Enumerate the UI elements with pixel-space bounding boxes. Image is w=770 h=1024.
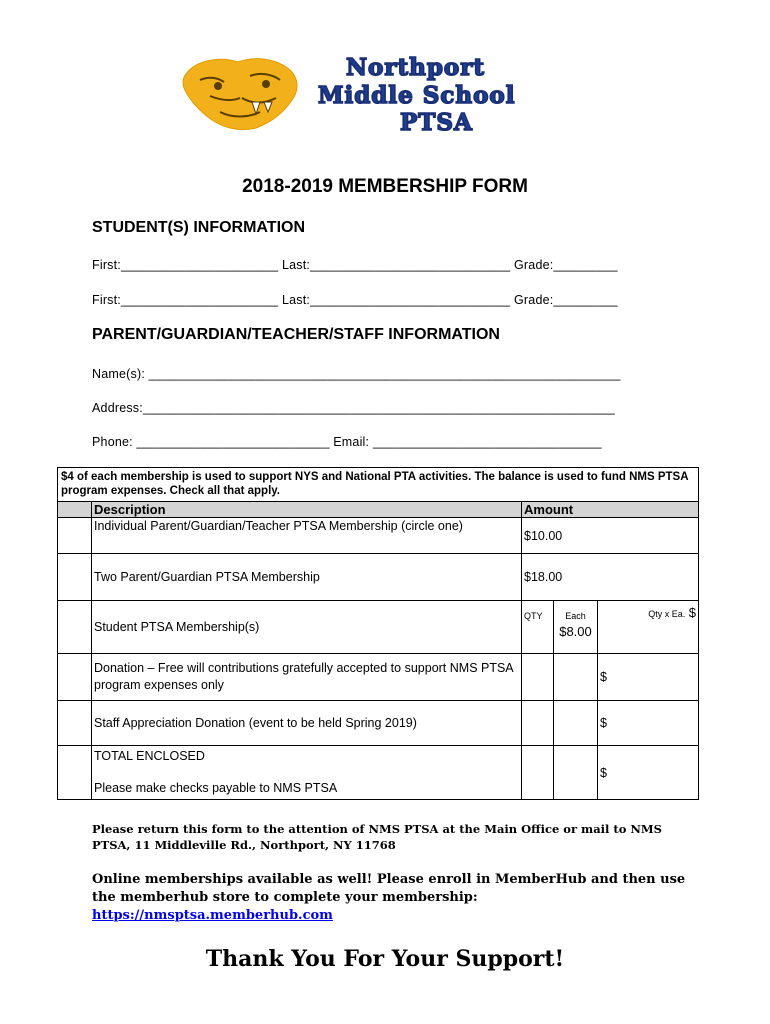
each-amount: $8.00 bbox=[559, 624, 592, 639]
total-description bbox=[92, 746, 522, 800]
checkbox-staff-appreciation[interactable] bbox=[58, 701, 92, 746]
row-amount: $10.00 bbox=[522, 518, 699, 554]
membership-note: $4 of each membership is used to support NYS and National PTA activities. The balance is used to fund NMS PTSA program expenses. Check all that apply. bbox=[58, 468, 699, 502]
address-field[interactable]: Address:__________________________________________________________________ bbox=[92, 401, 615, 415]
page-title: 2018-2019 MEMBERSHIP FORM bbox=[242, 176, 528, 197]
student-line-2[interactable]: First:______________________ Last:____________________________ Grade:_________ bbox=[92, 293, 618, 307]
each-label: Each bbox=[565, 611, 586, 621]
checkbox-student[interactable] bbox=[58, 601, 92, 654]
thank-you-message: Thank You For Your Support! bbox=[205, 946, 565, 972]
logo-line-1: Northport bbox=[346, 54, 485, 81]
amount-header: Amount bbox=[522, 502, 699, 518]
checkbox-two-parent[interactable] bbox=[58, 554, 92, 601]
checkbox-donation[interactable] bbox=[58, 654, 92, 701]
tiger-mascot-icon bbox=[180, 52, 305, 132]
blank-cell bbox=[522, 654, 554, 701]
blank-cell bbox=[554, 746, 598, 800]
logo-line-3: PTSA bbox=[400, 109, 473, 136]
student-line-1[interactable]: First:______________________ Last:____________________________ Grade:_________ bbox=[92, 258, 618, 272]
each-cell bbox=[554, 601, 598, 654]
row-description: Staff Appreciation Donation (event to be held Spring 2019) bbox=[92, 701, 522, 746]
blank-cell bbox=[522, 746, 554, 800]
return-instructions: Please return this form to the attention of NMS PTSA at the Main Office or mail to NMS PTSA, 11 Middleville Rd., Northport, NY 11768 bbox=[92, 822, 662, 852]
phone-email-field[interactable]: Phone: ___________________________ Email: ________________________________ bbox=[92, 435, 602, 449]
blank-cell bbox=[58, 746, 92, 800]
row-description: Student PTSA Membership(s) bbox=[92, 601, 522, 654]
row-description: Donation – Free will contributions gratefully accepted to support NMS PTSA program expenses only bbox=[92, 654, 522, 701]
blank-cell bbox=[554, 701, 598, 746]
checks-payable-note: Please make checks payable to NMS PTSA bbox=[94, 781, 338, 795]
memberhub-link[interactable]: https://nmsptsa.memberhub.com bbox=[92, 908, 333, 923]
description-header: Description bbox=[92, 502, 522, 518]
donation-amount-field[interactable]: $ bbox=[598, 654, 699, 701]
staff-donation-amount-field[interactable]: $ bbox=[598, 701, 699, 746]
row-description: Two Parent/Guardian PTSA Membership bbox=[92, 554, 522, 601]
checkbox-header bbox=[58, 502, 92, 518]
total-amount-field[interactable]: $ bbox=[598, 746, 699, 800]
student-section-heading: STUDENT(S) INFORMATION bbox=[92, 219, 306, 236]
parent-section-heading: PARENT/GUARDIAN/TEACHER/STAFF INFORMATION bbox=[92, 326, 500, 343]
blank-cell bbox=[522, 701, 554, 746]
checkbox-individual[interactable] bbox=[58, 518, 92, 554]
qty-x-each-cell[interactable] bbox=[598, 601, 699, 654]
total-label: TOTAL ENCLOSED bbox=[94, 749, 205, 763]
row-amount: $18.00 bbox=[522, 554, 699, 601]
qty-x-each-label: Qty x Ea. bbox=[648, 609, 686, 619]
blank-cell bbox=[554, 654, 598, 701]
dollar-sign: $ bbox=[688, 605, 697, 620]
qty-cell[interactable]: QTY bbox=[522, 601, 554, 654]
membership-table bbox=[57, 467, 699, 800]
row-description: Individual Parent/Guardian/Teacher PTSA Membership (circle one) bbox=[92, 518, 522, 554]
names-field[interactable]: Name(s): __________________________________________________________________ bbox=[92, 367, 621, 381]
logo-line-2: Middle School bbox=[318, 82, 516, 109]
online-membership-text: Online memberships available as well! Please enroll in MemberHub and then use the memberhub store to complete your membership: bbox=[92, 872, 686, 905]
